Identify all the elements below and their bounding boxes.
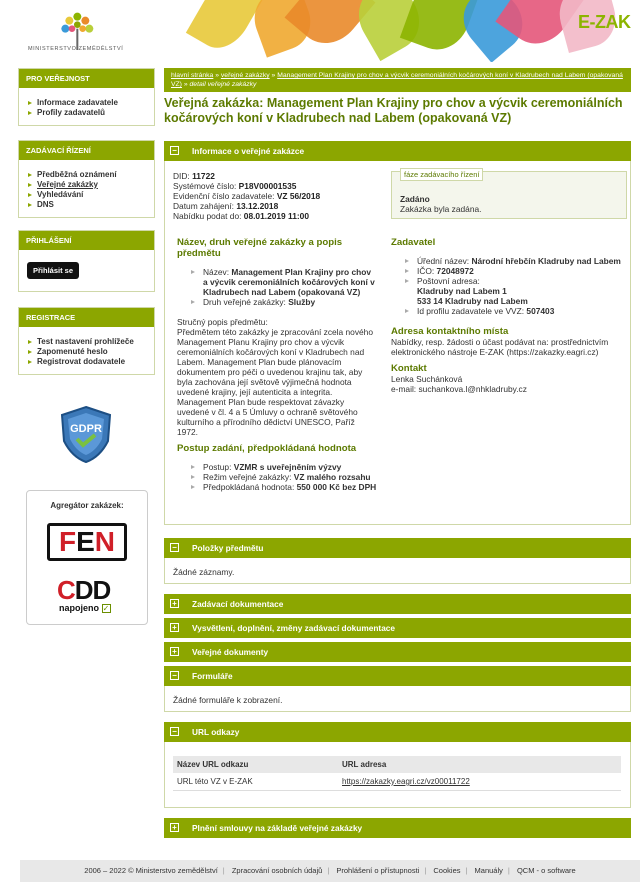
sidebar-item-public-contracts[interactable]: Veřejné zakázky xyxy=(27,180,146,189)
sidebar-procedures xyxy=(18,140,155,218)
url-address-column: URL adresa xyxy=(338,756,621,773)
breadcrumb-current: detail veřejné zakázky xyxy=(189,81,257,88)
url-panel-header[interactable]: − URL odkazy xyxy=(164,722,631,742)
sidebar-item-browser-test[interactable]: Test nastavení prohlížeče xyxy=(27,337,146,346)
sidebar-item-info[interactable]: Informace zadavatele xyxy=(27,98,146,107)
page-title: Veřejná zakázka: Management Plan Krajiny pro chov a výcvik ceremoniálních kočárových koní v Kladrubech nad Labem (opakovaná VZ) xyxy=(164,96,623,125)
forms-empty-text: Žádné formuláře k zobrazení. xyxy=(173,695,283,705)
fen-logo[interactable]: FEN xyxy=(47,523,127,561)
sidebar-item-register-supplier[interactable]: Registrovat dodavatele xyxy=(27,357,146,366)
ezak-logo[interactable]: E-ZAK xyxy=(578,12,631,32)
address-line-2: 533 14 Kladruby nad Labem xyxy=(417,296,528,306)
sidebar-login-title: PŘIHLÁŠENÍ xyxy=(19,231,154,252)
url-panel xyxy=(164,742,631,808)
table-header-row xyxy=(173,756,621,773)
url-link[interactable]: https://zakazky.eagri.cz/vz00011722 xyxy=(342,777,470,786)
collapse-icon[interactable]: − xyxy=(170,727,179,736)
name-heading: Název, druh veřejné zakázky a popis předmětu xyxy=(177,237,343,259)
collapse-icon[interactable]: − xyxy=(170,671,179,680)
contractor-heading: Zadavatel xyxy=(391,237,436,248)
sidebar-registration xyxy=(18,307,155,375)
forms-panel-header[interactable]: − Formuláře xyxy=(164,666,631,686)
system-number: P18V00001535 xyxy=(238,181,297,191)
contract-name: Management Plan Krajiny pro chov a výcvik ceremoniálních kočárových koní v Kladrubech nad Labem (opakovaná VZ) xyxy=(203,267,375,297)
info-panel-header[interactable]: − Informace o veřejné zakázce xyxy=(164,141,631,161)
address-line-1: Kladruby nad Labem 1 xyxy=(417,286,507,296)
contact-heading: Kontakt xyxy=(391,363,427,374)
url-name-cell: URL této VZ v E-ZAK xyxy=(173,773,338,791)
fulfillment-panel-header[interactable]: + Plnění smlouvy na základě veřejné zakázky xyxy=(164,818,631,838)
contact-place-text: Nabídky, resp. žádosti o účast podávat na: prostřednictvím elektronického nástroje E-ZAK (https://zakazky.eagri.cz) xyxy=(391,337,609,357)
sidebar-item-prior-notices[interactable]: Předběžná oznámení xyxy=(27,170,146,179)
estimated-value: 550 000 Kč bez DPH xyxy=(296,482,377,492)
expand-icon[interactable]: + xyxy=(170,623,179,632)
collapse-icon[interactable]: − xyxy=(170,146,179,155)
did-value: 11722 xyxy=(192,171,215,181)
docs-panel-header[interactable]: + Zadávací dokumentace xyxy=(164,594,631,614)
regime-value: VZ malého rozsahu xyxy=(293,472,371,482)
expand-icon[interactable]: + xyxy=(170,823,179,832)
contact-name: Lenka Suchánková xyxy=(391,374,463,384)
forms-panel xyxy=(164,686,631,712)
phase-tab: fáze zadávacího řízení xyxy=(400,168,483,181)
description-text: Předmětem této zakázky je zpracování zcela nového Management Planu Krajiny pro chov a výcvik ceremoniálních kočárových koní v Kladrubech nad Labem. Management Plan bude plánovacím dokumentem pro péči o uvedenou krajinu tak, aby byla zachována její světově výjimečná hodnota uvedené krajiny, její autenticita a integrita. Management Plan bude respektovat závazky uvedené v čl. 4 a 5 Úmluvy o ochraně světového kulturního a přírodního dědictví UNESCO, Paříž 1972. xyxy=(177,327,373,437)
phase-text: Zakázka byla zadána. xyxy=(400,204,482,214)
explanations-panel-header[interactable]: + Vysvětlení, doplnění, změny zadávací dokumentace xyxy=(164,618,631,638)
deadline: 08.01.2019 11:00 xyxy=(243,211,309,221)
public-docs-panel-header[interactable]: + Veřejné dokumenty xyxy=(164,642,631,662)
phase-box xyxy=(391,171,627,219)
collapse-icon[interactable]: − xyxy=(170,543,179,552)
page-header xyxy=(0,0,640,62)
procedure-value: VZMR s uveřejněním výzvy xyxy=(233,462,342,472)
check-icon: ✓ xyxy=(102,604,110,613)
gdpr-label: GDPR xyxy=(70,423,102,435)
ministry-name: MINISTERSTVO ZEMĚDĚLSTVÍ xyxy=(28,46,124,52)
table-row xyxy=(173,773,621,791)
sidebar-login xyxy=(18,230,155,292)
items-empty-text: Žádné záznamy. xyxy=(173,567,235,577)
contact-email[interactable]: suchankova.l@nhkladruby.cz xyxy=(418,384,527,394)
aggregator-title: Agregátor zakázek: xyxy=(50,501,124,510)
sidebar-public-title: PRO VEŘEJNOST xyxy=(19,69,154,90)
items-panel-header[interactable]: − Položky předmětu xyxy=(164,538,631,558)
sidebar-procedures-title: ZADÁVACÍ ŘÍZENÍ xyxy=(19,141,154,162)
sidebar-item-profiles[interactable]: Profily zadavatelů xyxy=(27,108,146,117)
login-button[interactable]: Přihlásit se xyxy=(27,262,79,279)
items-panel xyxy=(164,558,631,584)
description-label: Stručný popis předmětu: xyxy=(177,317,268,327)
sidebar-registration-title: REGISTRACE xyxy=(19,308,154,329)
breadcrumb-contract[interactable]: Management Plan Krajiny pro chov a výcvik ceremoniálních kočárových koní v Kladrubech nad Labem (opakovaná VZ) xyxy=(171,72,623,88)
sidebar-item-dns[interactable]: DNS xyxy=(27,200,146,209)
cdd-logo[interactable]: CDD xyxy=(57,575,111,605)
breadcrumb-home[interactable]: hlavní stránka xyxy=(171,72,214,79)
expand-icon[interactable]: + xyxy=(170,647,179,656)
cdd-connected-label: napojeno ✓ xyxy=(59,603,110,613)
ico-value: 72048972 xyxy=(436,266,474,276)
contact-place-heading: Adresa kontaktního místa xyxy=(391,326,509,337)
procedure-heading: Postup zadání, předpokládaná hodnota xyxy=(177,443,357,454)
footer-link-qcm[interactable]: QCM - o software xyxy=(516,866,576,875)
official-name: Národní hřebčín Kladruby nad Labem xyxy=(471,256,621,266)
gdpr-badge-icon[interactable] xyxy=(60,405,112,463)
expand-icon[interactable]: + xyxy=(170,599,179,608)
url-name-column: Název URL odkazu xyxy=(173,756,338,773)
evidence-number: VZ 56/2018 xyxy=(276,191,321,201)
breadcrumb-contracts[interactable]: veřejné zakázky xyxy=(220,72,270,79)
profile-id: 507403 xyxy=(526,306,555,316)
sidebar-item-search[interactable]: Vyhledávání xyxy=(27,190,146,199)
footer-link-accessibility[interactable]: Prohlášení o přístupnosti xyxy=(336,866,420,875)
url-table xyxy=(173,756,621,791)
aggregator-box xyxy=(26,490,148,625)
sidebar-item-forgot-password[interactable]: Zapomenuté heslo xyxy=(27,347,146,356)
phase-status: Zadáno xyxy=(400,194,430,204)
breadcrumb: hlavní stránka » veřejné zakázky » Management Plan Krajiny pro chov a výcvik ceremoniálních kočárových koní v Kladrubech nad Labem (opakovaná VZ) » detail veřejné zakázky xyxy=(164,68,631,92)
footer-copyright: 2006 – 2022 © Ministerstvo zemědělství xyxy=(84,866,218,875)
contract-type: Služby xyxy=(288,297,316,307)
footer-link-privacy[interactable]: Zpracování osobních údajů xyxy=(231,866,323,875)
sidebar-public xyxy=(18,68,155,126)
info-panel: DID: 11722 Systémové číslo: P18V00001535 Evidenční číslo zadavatele: VZ 56/2018 Datum zahájení: 13.12.2018 Nabídku podat do: 08.01.2019 11:00 fáze zadávacího řízení Zadáno Zakázka byla zadána. Název, druh veřejné zakázky a popis předmětu Název: Management Plan Krajiny pro chov a výcvik ceremoniálních kočárových koní v Kladrubech nad Labem (opakovaná VZ) Druh veřejné zakázky: Služby Stručný popis předmětu: Předmětem této zakázky je zpracování zcela nového Management Planu Krajiny pro chov a výcvik ceremoniálních kočárových koní v Kladrubech nad Labem. Management Plan bude plánovacím dokumentem pro péči o uvedenou krajinu tak, aby byla zachována její světově výjimečná hodnota uvedené krajiny, její autenticita a integrita. Management Plan bude respektovat závazky uvedené v čl. 4 a 5 Úmluvy o ochraně světového kulturního a přírodního dědictví UNESCO, Paříž 1972. Postup zadání, předpokládaná hodnota Postup: VZMR s uveřejněním výzvy Režim veřejné zakázky: VZ malého rozsahu Předpokládaná hodnota: 550 000 Kč bez DPH Zadavatel Úřední název: Národní hřebčín Kladruby nad Labem IČO: 72048972 Poštovní adresa: Kladruby nad Labem 1 533 14 Kladruby nad Labem Id profilu zadavatele ve VVZ: 507403 Adresa kontaktního místa Nabídky, resp. žádosti o účast podávat na: prostřednictvím elektronického nástroje E-ZAK (https://zakazky.eagri.cz) Kontakt Lenka Suchánková e-mail: suchankova.l@nhkladruby.cz xyxy=(164,161,631,525)
start-date: 13.12.2018 xyxy=(236,201,279,211)
footer-link-cookies[interactable]: Cookies xyxy=(433,866,461,875)
footer-link-manuals[interactable]: Manuály xyxy=(474,866,503,875)
footer: 2006 – 2022 © Ministerstvo zemědělství | Zpracování osobních údajů | Prohlášení o přístupnosti | Cookies | Manuály | QCM - o software xyxy=(20,860,640,882)
